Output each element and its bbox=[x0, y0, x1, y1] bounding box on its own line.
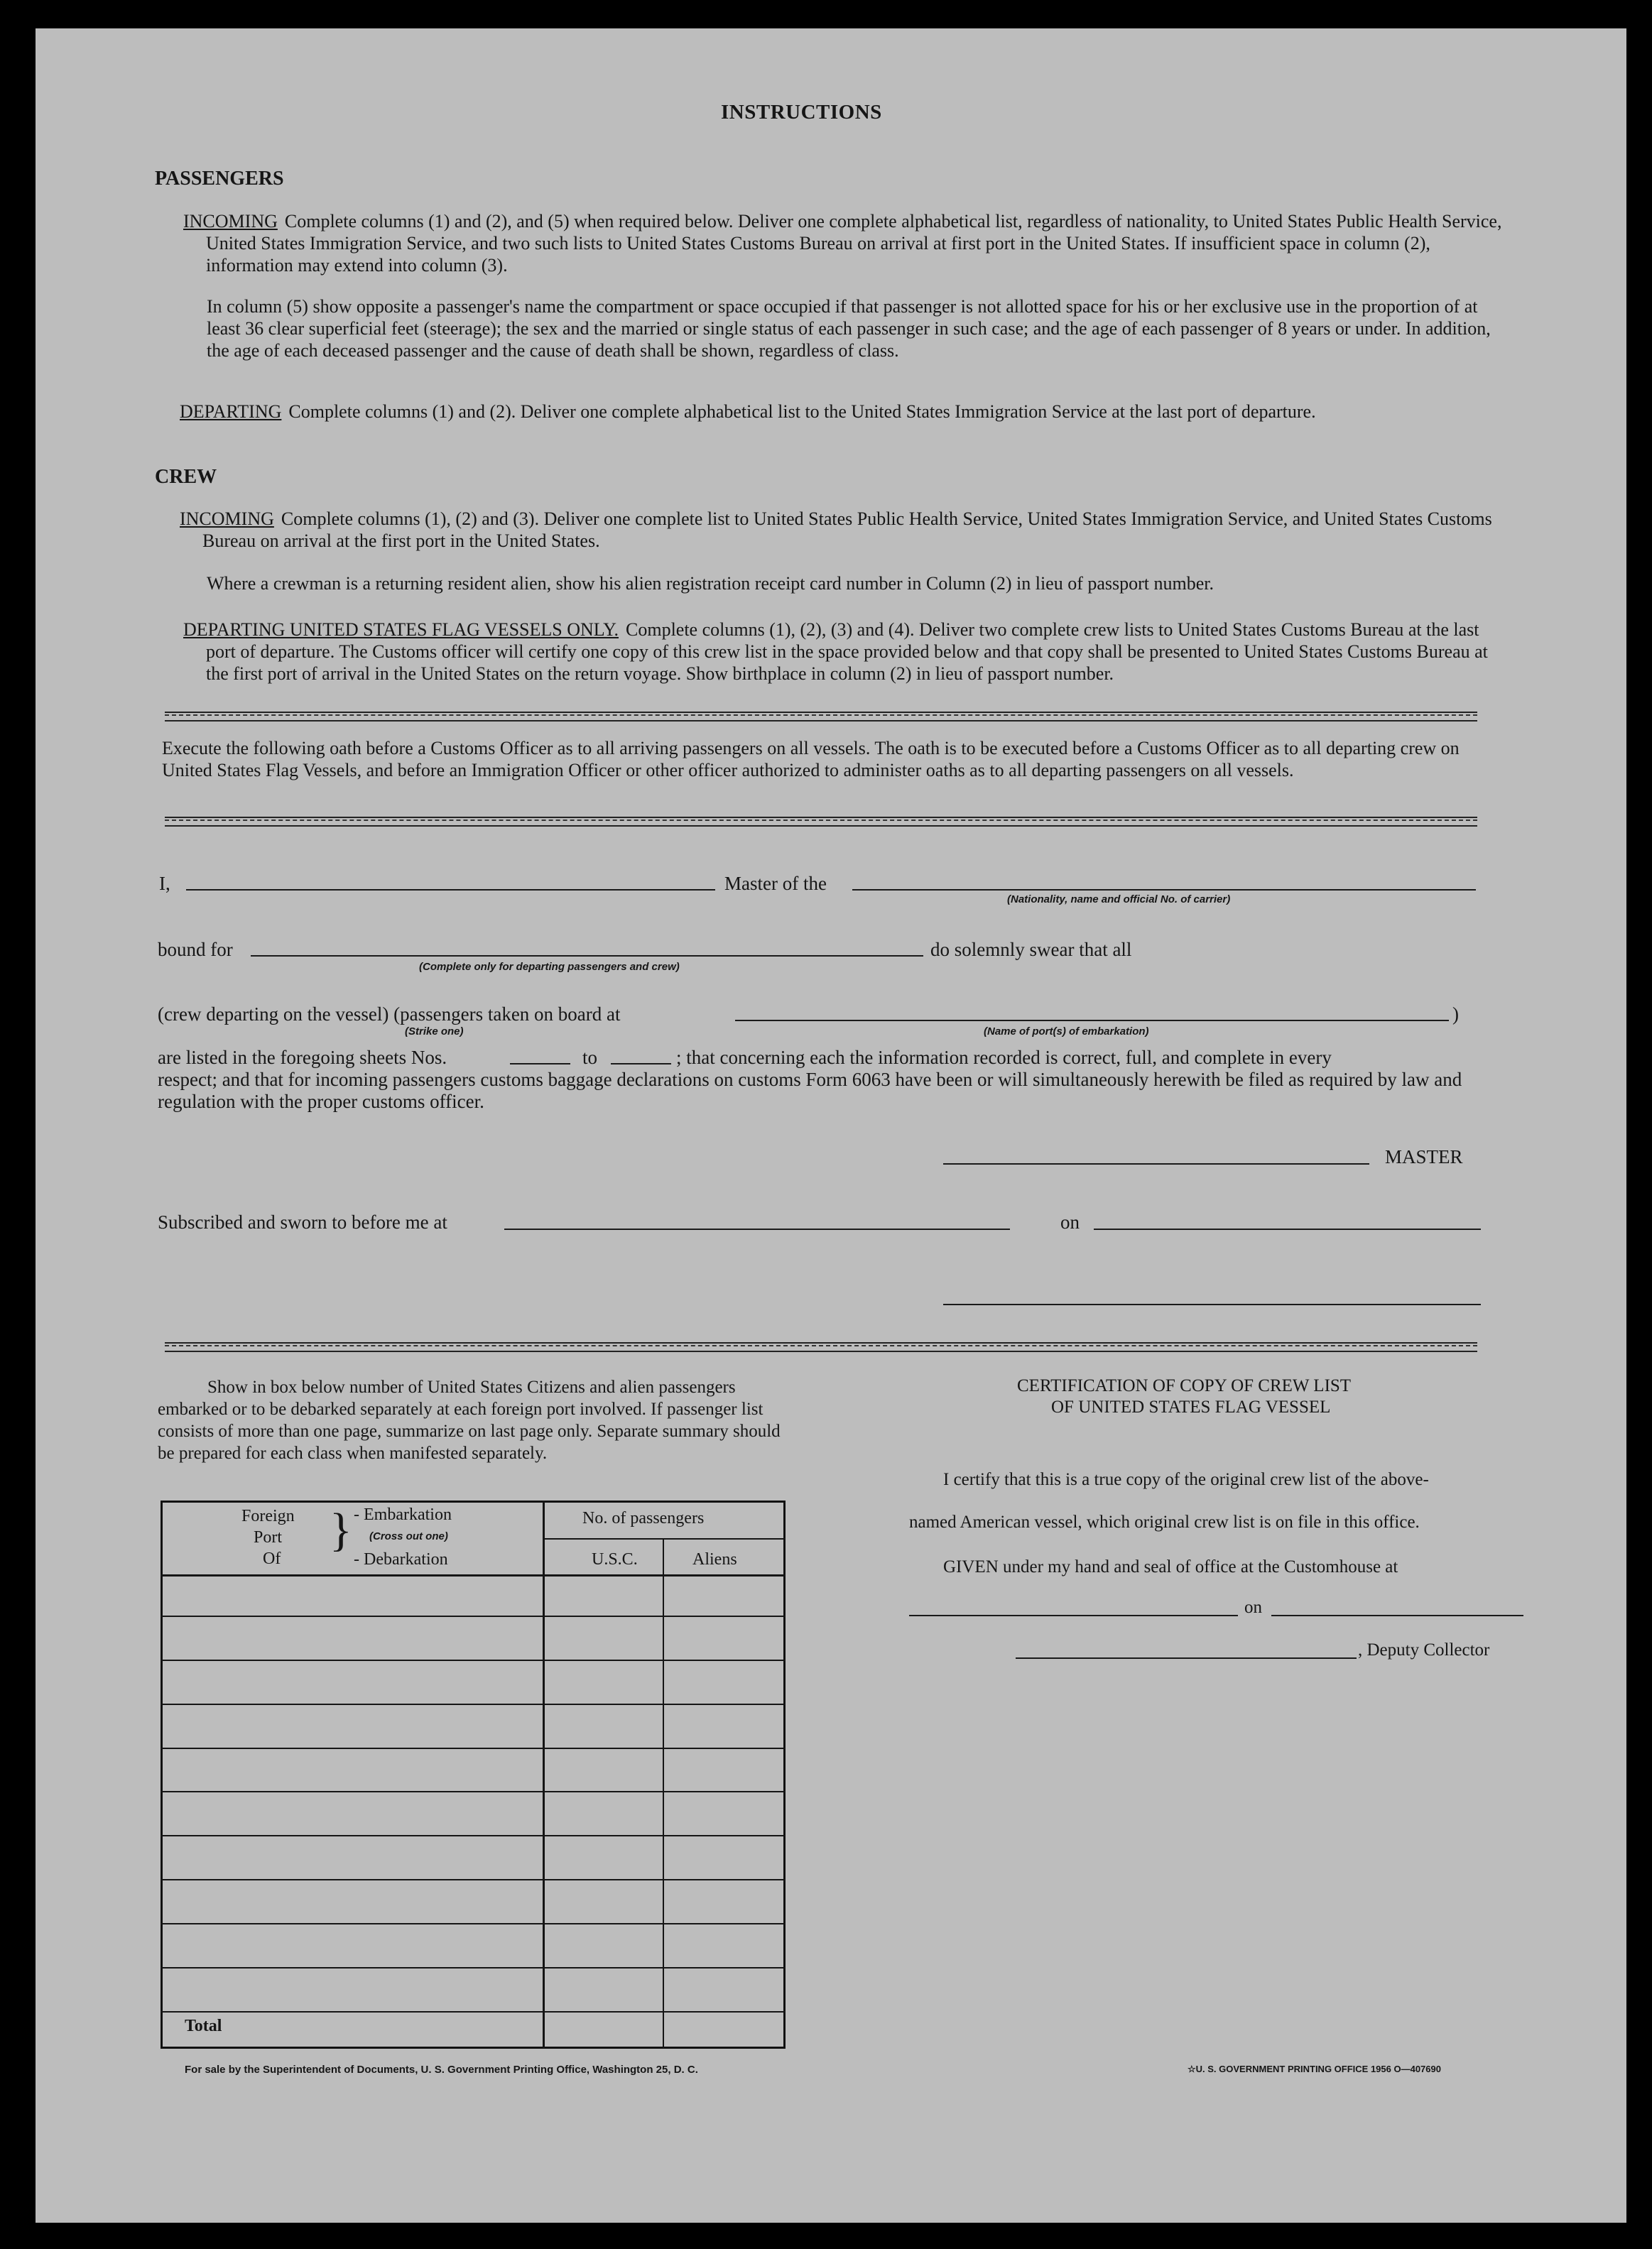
table-row-divider bbox=[161, 1704, 786, 1705]
divider-rule bbox=[165, 817, 1477, 827]
table-row-divider bbox=[161, 1748, 786, 1749]
crew-passengers-text: (crew departing on the vessel) (passengers taken on board at bbox=[158, 1003, 621, 1025]
carrier-caption: (Nationality, name and official No. of carrier) bbox=[1007, 893, 1231, 905]
table-row-divider bbox=[161, 1967, 786, 1968]
footer-right: ☆U. S. GOVERNMENT PRINTING OFFICE 1956 O—407690 bbox=[1188, 2064, 1441, 2074]
table-row-divider bbox=[161, 1791, 786, 1792]
respect-paragraph: respect; and that for incoming passengers customs baggage declarations on customs Form 6063 have been or will simultaneously herewith be filed as required by law and regulation with the proper customs officer. bbox=[158, 1069, 1462, 1112]
footer-left: For sale by the Superintendent of Documents, U. S. Government Printing Office, Washington 25, D. C. bbox=[185, 2064, 698, 2076]
divider-rule bbox=[165, 1342, 1477, 1352]
usc-header: U.S.C. bbox=[592, 1550, 638, 1569]
passengers-incoming-label: INCOMING bbox=[183, 211, 278, 232]
master-of-the-label: Master of the bbox=[724, 873, 827, 894]
summary-instructions: Show in box below number of United States Citizens and alien passengers embarked or to be debarked separately at each foreign port involved. If passenger list consists of more than one page, summarize on last page only. Separate summary should be prepared for each class when manifested separately. bbox=[158, 1378, 781, 1463]
listed-text-b: ; that concerning each the information recorded is correct, full, and complete in every bbox=[676, 1047, 1332, 1068]
oath-i-label: I, bbox=[159, 873, 170, 894]
passengers-incoming-text: Complete columns (1) and (2), and (5) when required below. Deliver one complete alphabetical list, regardless of nationality, to United States Public Health Service, United States Immigration Service, and two such lists to United States Customs Bureau on arrival at first port in the United States. If insufficient space in column (2), information may extend into column (3). bbox=[206, 211, 1502, 276]
bound-for-field[interactable] bbox=[251, 955, 923, 957]
master-name-field[interactable] bbox=[186, 889, 715, 891]
table-row-divider bbox=[161, 2011, 786, 2013]
passengers-departing-label: DEPARTING bbox=[180, 401, 282, 422]
listed-text-a: are listed in the foregoing sheets Nos. bbox=[158, 1047, 447, 1068]
certify-on-label: on bbox=[1244, 1598, 1262, 1617]
embarkation-label: - Embarkation bbox=[354, 1505, 452, 1524]
carrier-field[interactable] bbox=[852, 889, 1476, 891]
column5-paragraph: In column (5) show opposite a passenger's name the compartment or space occupied if that passenger is not allotted space for his or her exclusive use in the proportion of at least 36 clear superficial feet (steerage); the sex and the married or single status of each passenger in such case; and the age of each passenger of 8 years or under. In addition, the age of each deceased passenger and the cause of death shall be shown, regardless of class. bbox=[207, 296, 1491, 361]
master-signature-field[interactable] bbox=[943, 1163, 1369, 1165]
deputy-collector-label: , Deputy Collector bbox=[1358, 1640, 1490, 1660]
customhouse-field[interactable] bbox=[909, 1615, 1238, 1616]
passengers-departing-text: Complete columns (1) and (2). Deliver one complete alphabetical list to the United States Immigration Service at the last port of departure. bbox=[288, 401, 1316, 422]
instructions-title: INSTRUCTIONS bbox=[721, 101, 882, 124]
debarkation-label: - Debarkation bbox=[354, 1550, 448, 1569]
officer-signature-field[interactable] bbox=[943, 1304, 1481, 1305]
table-row-divider bbox=[161, 1616, 786, 1617]
sworn-date-field[interactable] bbox=[1094, 1229, 1481, 1230]
crew-incoming-paragraph bbox=[180, 508, 1513, 552]
table-row-divider bbox=[161, 1835, 786, 1836]
certify-line-1: I certify that this is a true copy of the original crew list of the above- bbox=[943, 1470, 1429, 1489]
no-passengers-header: No. of passengers bbox=[582, 1509, 705, 1528]
certification-heading-2: OF UNITED STATES FLAG VESSEL bbox=[1051, 1398, 1331, 1417]
sheet-from-field[interactable] bbox=[510, 1063, 570, 1064]
col-foreign-label: Foreign bbox=[241, 1507, 295, 1525]
crew-heading: CREW bbox=[155, 466, 217, 488]
passengers-heading: PASSENGERS bbox=[155, 168, 284, 190]
form-page bbox=[36, 28, 1626, 2223]
sworn-place-field[interactable] bbox=[504, 1229, 1010, 1230]
aliens-header: Aliens bbox=[692, 1550, 737, 1569]
brace-icon: } bbox=[330, 1504, 352, 1556]
table-row-divider bbox=[161, 1660, 786, 1661]
table-header-divider bbox=[543, 1538, 786, 1540]
certify-date-field[interactable] bbox=[1271, 1615, 1523, 1616]
crew-departing-text: Complete columns (1), (2), (3) and (4). Deliver two complete crew lists to United States Customs Bureau at the last port of departure. The Customs officer will certify one copy of this crew list in the space provided below and that copy shall be presented to United States Customs Bureau at the first port of arrival in the United States on the return voyage. Show birthplace in column (2) in lieu of passport number. bbox=[206, 619, 1488, 684]
ports-embarkation-field[interactable] bbox=[735, 1020, 1449, 1021]
crew-departing-paragraph bbox=[183, 619, 1513, 685]
table-row-divider bbox=[161, 1923, 786, 1924]
strike-one-caption: (Strike one) bbox=[405, 1025, 464, 1038]
passengers-departing-paragraph bbox=[180, 401, 1513, 423]
cross-out-caption: (Cross out one) bbox=[369, 1530, 448, 1542]
subscribed-text: Subscribed and sworn to before me at bbox=[158, 1211, 447, 1233]
deputy-signature-field[interactable] bbox=[1016, 1657, 1357, 1659]
crew-incoming-label: INCOMING bbox=[180, 508, 274, 529]
swear-text: do solemnly swear that all bbox=[930, 939, 1132, 960]
sheet-to-field[interactable] bbox=[611, 1063, 671, 1064]
total-label: Total bbox=[185, 2017, 222, 2035]
passengers-incoming-paragraph bbox=[183, 210, 1513, 276]
certification-heading-1: CERTIFICATION OF COPY OF CREW LIST bbox=[1017, 1376, 1352, 1395]
certify-line-2: named American vessel, which original crew list is on file in this office. bbox=[909, 1513, 1420, 1532]
master-label: MASTER bbox=[1385, 1146, 1463, 1167]
crew-departing-label: DEPARTING UNITED STATES FLAG VESSELS ONLY. bbox=[183, 619, 619, 640]
ports-caption: (Name of port(s) of embarkation) bbox=[984, 1025, 1149, 1038]
crew-incoming-text: Complete columns (1), (2) and (3). Deliver one complete list to United States Public Health Service, United States Immigration Service, and United States Customs Bureau on arrival at the first port in the United States. bbox=[202, 508, 1492, 551]
sworn-on-label: on bbox=[1060, 1211, 1080, 1233]
certify-line-3: GIVEN under my hand and seal of office at the Customhouse at bbox=[943, 1557, 1398, 1577]
bound-for-label: bound for bbox=[158, 939, 233, 960]
divider-rule bbox=[165, 712, 1477, 721]
col-of-label: Of bbox=[263, 1550, 281, 1568]
close-paren: ) bbox=[1452, 1003, 1459, 1025]
bound-for-caption: (Complete only for departing passengers and crew) bbox=[419, 961, 680, 973]
table-header-bottom bbox=[161, 1574, 786, 1577]
crew-alien-paragraph: Where a crewman is a returning resident alien, show his alien registration receipt card number in Column (2) in lieu of passport number. bbox=[207, 573, 1214, 594]
oath-instructions: Execute the following oath before a Customs Officer as to all arriving passengers on all vessels. The oath is to be executed before a Customs Officer as to all departing crew on United States Flag Vessels, and before an Immigration Officer or other officer authorized to administer oaths as to all departing passengers on all vessels. bbox=[162, 738, 1460, 780]
col-port-label: Port bbox=[254, 1528, 283, 1547]
table-row-divider bbox=[161, 1879, 786, 1880]
listed-to: to bbox=[582, 1047, 598, 1068]
